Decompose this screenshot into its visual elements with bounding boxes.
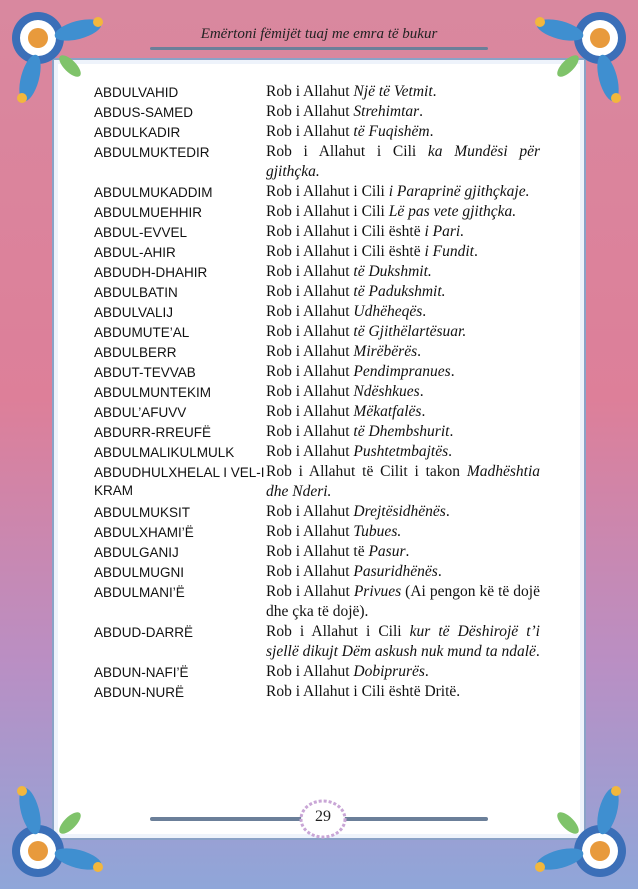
name-entry xyxy=(94,682,540,702)
entry-meaning xyxy=(266,342,540,362)
entry-name: ABDULGANIJ xyxy=(94,545,179,560)
meaning-tail-text: . xyxy=(449,423,454,440)
meaning-italic-text: Mirëbërës xyxy=(353,343,418,360)
entry-meaning xyxy=(266,242,540,262)
entry-name: ABDULBATIN xyxy=(94,285,178,300)
entry-meaning xyxy=(266,422,540,442)
meaning-italic-text: Privues xyxy=(353,583,402,600)
meaning-italic-text: të Gjithëlartësuar. xyxy=(353,323,467,340)
name-entry xyxy=(94,442,540,462)
meaning-text: Rob i Allahut xyxy=(266,503,354,520)
entry-name: ABDULBERR xyxy=(94,345,177,360)
meaning-text: Rob i Allahut xyxy=(266,283,354,300)
meaning-italic-text: Ndëshkues xyxy=(353,383,420,400)
meaning-text: Rob i Allahut xyxy=(266,303,354,320)
meaning-text: Rob i Allahut i Cili është xyxy=(266,223,425,240)
names-list xyxy=(94,82,540,702)
entry-name: ABDUL-EVVEL xyxy=(94,225,188,240)
meaning-text: Rob i Allahut xyxy=(266,83,354,100)
entry-meaning xyxy=(266,442,540,462)
meaning-italic-text: Pasuridhënës xyxy=(353,563,438,580)
name-entry xyxy=(94,422,540,442)
entry-meaning xyxy=(266,322,540,342)
entry-meaning xyxy=(266,542,540,562)
entry-name: ABDULMALIKULMULK xyxy=(94,445,235,460)
meaning-italic-text: Dobiprurës xyxy=(353,663,425,680)
name-entry xyxy=(94,382,540,402)
meaning-italic-text: Pasur xyxy=(368,543,406,560)
name-entry xyxy=(94,562,540,582)
entry-meaning xyxy=(266,382,540,402)
meaning-tail-text: . xyxy=(419,383,424,400)
meaning-tail-text: . xyxy=(535,643,540,660)
meaning-italic-text: i Pari. xyxy=(424,223,465,240)
entry-name: ABDUN-NAFI’Ë xyxy=(94,665,189,680)
entry-meaning xyxy=(266,102,540,122)
meaning-tail-text: . xyxy=(448,443,453,460)
name-entry xyxy=(94,82,540,102)
name-entry xyxy=(94,662,540,682)
entry-meaning xyxy=(266,362,540,382)
meaning-italic-text: Një të Vetmit xyxy=(353,83,433,100)
meaning-tail-text: . xyxy=(473,243,478,260)
name-entry xyxy=(94,502,540,522)
meaning-text: Rob i Allahut xyxy=(266,583,354,600)
meaning-text: Rob i Allahut xyxy=(266,423,354,440)
entry-meaning xyxy=(266,182,540,202)
entry-meaning xyxy=(266,582,540,622)
meaning-tail-text: . xyxy=(450,363,455,380)
entry-meaning xyxy=(266,402,540,422)
meaning-tail-text: . xyxy=(445,503,450,520)
entry-name: ABDULMUEHHIR xyxy=(94,205,203,220)
meaning-text: Rob i Allahut të Cilit i takon xyxy=(266,463,467,480)
meaning-italic-text: Madhështia dhe Nderi. xyxy=(266,463,540,500)
entry-meaning xyxy=(266,662,540,682)
name-entry xyxy=(94,402,540,422)
floral-corner-ornament xyxy=(8,771,118,881)
name-entry xyxy=(94,282,540,302)
meaning-italic-text: Lë pas vete gjithçka. xyxy=(388,203,517,220)
meaning-text: Rob i Allahut xyxy=(266,523,354,540)
name-entry xyxy=(94,582,540,622)
meaning-italic-text: Drejtësidhënës xyxy=(353,503,446,520)
meaning-italic-text: kur të Dëshirojë t’i sjellë dikujt Dëm askush nuk mund ta ndalë xyxy=(266,623,540,660)
meaning-italic-text: të Dukshmit. xyxy=(353,263,432,280)
meaning-italic-text: Tubues. xyxy=(353,523,402,540)
entry-name: ABDUT-TEVVAB xyxy=(94,365,196,380)
meaning-tail-text: . xyxy=(421,403,426,420)
entry-meaning xyxy=(266,682,540,702)
meaning-tail-text: . xyxy=(417,343,421,360)
meaning-italic-text: të Padukshmit. xyxy=(353,283,446,300)
meaning-tail-text: . xyxy=(405,543,410,560)
page-number: 29 xyxy=(315,808,331,825)
meaning-text: Rob i Allahut xyxy=(266,403,354,420)
entry-meaning xyxy=(266,122,540,142)
name-entry xyxy=(94,322,540,342)
meaning-italic-text: i Paraprinë gjithçkaje. xyxy=(388,183,530,200)
name-entry xyxy=(94,362,540,382)
entry-name: ABDULVAHID xyxy=(94,85,179,100)
meaning-text: Rob i Allahut i Cili xyxy=(266,183,389,200)
meaning-text: Rob i Allahut xyxy=(266,663,354,680)
name-entry xyxy=(94,122,540,142)
name-entry xyxy=(94,302,540,322)
name-entry xyxy=(94,462,540,502)
meaning-text: Rob i Allahut xyxy=(266,103,354,120)
entry-meaning xyxy=(266,622,540,662)
page-header-title: Emërtoni fëmijët tuaj me emra të bukur xyxy=(200,26,438,42)
entry-name: ABDUL’AFUVV xyxy=(94,405,187,420)
meaning-italic-text: të Dhembshurit xyxy=(353,423,450,440)
entry-name: ABDUDHULXHELAL I VEL-IKRAM xyxy=(94,465,265,498)
meaning-text: Rob i Allahut i Cili xyxy=(266,143,428,160)
entry-meaning xyxy=(266,522,540,542)
name-entry xyxy=(94,522,540,542)
entry-meaning xyxy=(266,462,540,502)
entry-name: ABDULVALIJ xyxy=(94,305,174,320)
meaning-italic-text: Pushtetmbajtës xyxy=(353,443,449,460)
meaning-italic-text: Udhëheqës xyxy=(353,303,423,320)
entry-name: ABDUMUTE’AL xyxy=(94,325,190,340)
meaning-italic-text: Mëkatfalës xyxy=(353,403,422,420)
entry-name: ABDULMUKADDIM xyxy=(94,185,213,200)
meaning-text: Rob i Allahut xyxy=(266,263,354,280)
name-entry xyxy=(94,342,540,362)
meaning-text: Rob i Allahut i Cili është xyxy=(266,243,425,260)
entry-name: ABDUL-AHIR xyxy=(94,245,176,260)
name-entry xyxy=(94,242,540,262)
floral-corner-ornament xyxy=(520,771,630,881)
meaning-italic-text: ka Mundësi për gjithçka. xyxy=(266,143,540,180)
meaning-text: Rob i Allahut xyxy=(266,343,354,360)
entry-meaning xyxy=(266,262,540,282)
meaning-text: Rob i Allahut i Cili xyxy=(266,623,410,640)
meaning-text: Rob i Allahut xyxy=(266,323,354,340)
entry-meaning xyxy=(266,502,540,522)
meaning-tail-text: . xyxy=(429,123,434,140)
name-entry xyxy=(94,202,540,222)
entry-name: ABDUS-SAMED xyxy=(94,105,194,120)
meaning-italic-text: të Fuqishëm xyxy=(353,123,430,140)
entry-name: ABDUN-NURË xyxy=(94,685,185,700)
meaning-text: Rob i Allahut xyxy=(266,563,354,580)
name-entry xyxy=(94,102,540,122)
meaning-text: Rob i Allahut i Cili është Dritë. xyxy=(266,683,461,700)
meaning-tail-text: . xyxy=(422,303,427,320)
entry-name: ABDULXHAMI’Ë xyxy=(94,525,194,540)
entry-meaning xyxy=(266,202,540,222)
meaning-italic-text: Pendimpranues xyxy=(353,363,451,380)
entry-name: ABDULKADIR xyxy=(94,125,181,140)
entry-meaning xyxy=(266,142,540,182)
entry-meaning xyxy=(266,222,540,242)
meaning-text: Rob i Allahut të xyxy=(266,543,369,560)
meaning-tail-text: . xyxy=(419,103,424,120)
meaning-italic-text: Strehimtar xyxy=(353,103,420,120)
entry-name: ABDULMUKTEDIR xyxy=(94,145,210,160)
name-entry xyxy=(94,222,540,242)
meaning-text: Rob i Allahut i Cili xyxy=(266,203,389,220)
meaning-text: Rob i Allahut xyxy=(266,363,354,380)
entry-name: ABDURR-RREUFË xyxy=(94,425,212,440)
meaning-text: Rob i Allahut xyxy=(266,383,354,400)
entry-name: ABDUD-DARRË xyxy=(94,625,194,640)
meaning-tail-text: . xyxy=(437,563,442,580)
name-entry xyxy=(94,262,540,282)
name-entry xyxy=(94,142,540,182)
meaning-italic-text: i Fundit xyxy=(424,243,474,260)
meaning-text: Rob i Allahut xyxy=(266,123,354,140)
name-entry xyxy=(94,182,540,202)
meaning-tail-text: (Ai pengon kë të dojë dhe çka të dojë). xyxy=(266,583,540,620)
name-entry xyxy=(94,622,540,662)
entry-name: ABDULMANI’Ë xyxy=(94,585,185,600)
header-divider xyxy=(150,47,488,50)
meaning-tail-text: . xyxy=(432,83,437,100)
entry-meaning xyxy=(266,302,540,322)
entry-meaning xyxy=(266,82,540,102)
entry-meaning xyxy=(266,282,540,302)
entry-name: ABDULMUGNI xyxy=(94,565,185,580)
name-entry xyxy=(94,542,540,562)
entry-name: ABDULMUKSIT xyxy=(94,505,191,520)
entry-meaning xyxy=(266,562,540,582)
meaning-text: Rob i Allahut xyxy=(266,443,354,460)
entry-name: ABDULMUNTEKIM xyxy=(94,385,212,400)
meaning-tail-text: . xyxy=(424,663,429,680)
entry-name: ABDUDH-DHAHIR xyxy=(94,265,208,280)
